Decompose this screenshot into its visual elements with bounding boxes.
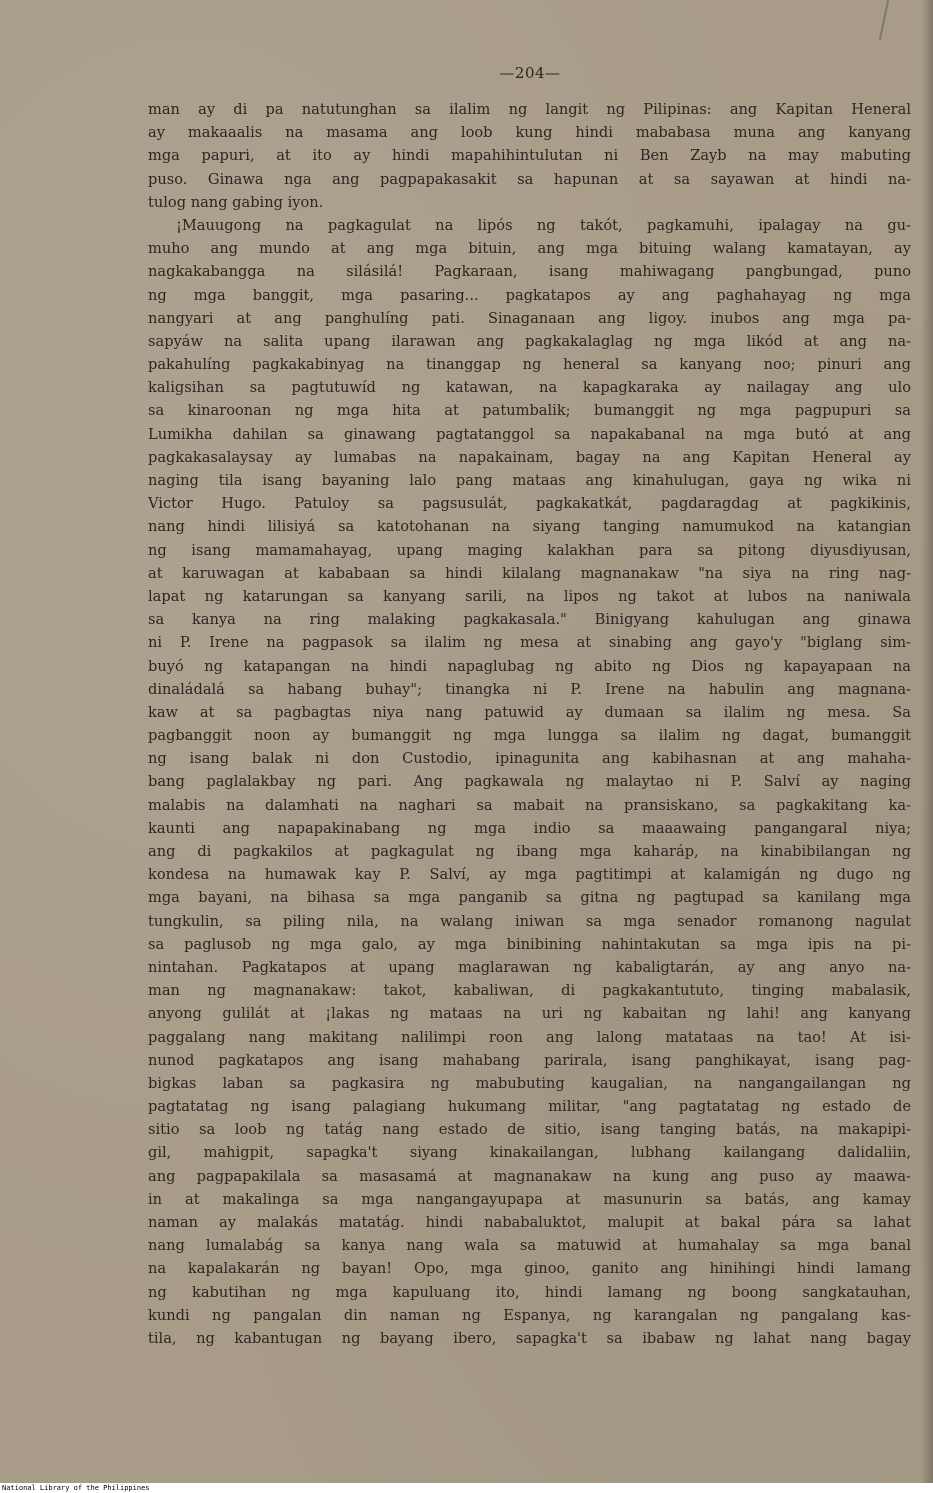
text-line: bigkas laban sa pagkasira ng mabubuting kaugalian, na nangangailangan ng <box>148 1074 911 1092</box>
text-line: ng isang balak ni don Custodio, ipinagunita ang kabihasnan at ang mahaha- <box>148 750 911 768</box>
text-line: ng kabutihan ng mga kapuluang ito, hindi lamang ng boong sangkatauhan, <box>148 1283 911 1301</box>
text-line: sa paglusob ng mga galo, ay mga binibining nahintakutan sa mga ipis na pi- <box>148 935 911 953</box>
text-line: puso. Ginawa nga ang pagpapakasakit sa hapunan at sa sayawan at hindi na- <box>148 170 911 188</box>
body-text <box>148 98 911 1350</box>
text-line: mga bayani, na bihasa sa mga panganib sa gitna ng pagtupad sa kanilang mga <box>148 889 911 907</box>
text-line: buyó ng katapangan na hindi napaglubag ng abito ng Dios ng kapayapaan na <box>148 657 911 675</box>
text-line: tila, ng kabantugan ng bayang ibero, sapagka't sa ibabaw ng lahat nang bagay <box>148 1329 911 1347</box>
text-line: kaligsihan sa pagtutuwíd ng katawan, na kapagkaraka ay nailagay ang ulo <box>148 379 911 397</box>
text-line: kaw at sa pagbagtas niya nang patuwid ay dumaan sa ilalim ng mesa. Sa <box>148 703 911 721</box>
text-line: ¡Mauugong na pagkagulat na lipós ng takót, pagkamuhi, ipalagay na gu- <box>176 216 911 234</box>
text-line: ay makaaalis na masama ang loob kung hindi mababasa muna ang kanyang <box>148 124 911 142</box>
text-line: man ay di pa natutunghan sa ilalim ng langit ng Pilipinas: ang Kapitan Heneral <box>148 101 911 118</box>
text-line: nangyari at ang panghulíng pati. Sinaganaan ang ligoy. inubos ang mga pa- <box>148 309 911 327</box>
text-line: nang lumalabág sa kanya nang wala sa matuwid at humahalay sa mga banal <box>148 1237 911 1255</box>
text-line: sitio sa loob ng tatág nang estado de sitio, isang tanging batás, na makapipi- <box>148 1121 911 1139</box>
text-line: pagkakasalaysay ay lumabas na napakainam, bagay na ang Kapitan Heneral ay <box>148 448 911 466</box>
text-line: nintahan. Pagkatapos at upang maglarawan ng kabaligtarán, ay ang anyo na- <box>148 958 911 976</box>
corner-pen-mark <box>879 0 889 40</box>
text-line: kundi ng pangalan din naman ng Espanya, ng karangalan ng pangalang kas- <box>148 1306 911 1324</box>
text-line: nang hindi lilisiyá sa katotohanan na siyang tanging namumukod na katangian <box>148 518 911 536</box>
text-line: Lumikha dahilan sa ginawang pagtatanggol sa napakabanal na mga butó at ang <box>148 425 911 443</box>
text-line: nagkakabangga na silásilá! Pagkaraan, isang mahiwagang pangbungad, puno <box>148 263 911 281</box>
text-line: kaunti ang napapakinabang ng mga indio sa maaawaing pangangaral niya; <box>148 819 911 837</box>
page-number: —204— <box>499 64 561 82</box>
text-line: kondesa na humawak kay P. Salví, ay mga pagtitimpi at kalamigán ng dugo ng <box>148 866 911 884</box>
text-line: pagtatatag ng isang palagiang hukumang militar, "ang pagtatatag ng estado de <box>148 1098 911 1116</box>
text-line: pagbanggit noon ay bumanggit ng mga lungga sa ilalim ng dagat, bumanggit <box>148 727 911 745</box>
text-line: naging tila isang bayaning lalo pang mataas ang kinahulugan, gaya ng wika ni <box>148 472 911 489</box>
page-edge-shadow <box>921 0 933 1483</box>
text-line: tulog nang gabing iyon. <box>148 193 324 211</box>
text-line: in at makalinga sa mga nangangayupapa at masunurin sa batás, ang kamay <box>148 1190 911 1208</box>
text-line: na kapalakarán ng bayan! Opo, mga ginoo, ganito ang hinihingi hindi lamang <box>148 1260 911 1278</box>
text-line: paggalang nang makitang nalilimpi roon ang lalong matataas na tao! At isi- <box>148 1028 911 1046</box>
text-line: muho ang mundo at ang mga bituin, ang mga bituing walang kamatayan, ay <box>148 240 911 258</box>
text-line: ng mga banggit, mga pasaring... pagkatapos ay ang paghahayag ng mga <box>148 286 911 304</box>
footer-credit: National Library of the Philippines <box>2 1484 150 1492</box>
text-line: lapat ng katarungan sa kanyang sarili, na lipos ng takot at lubos na naniwala <box>148 587 911 605</box>
text-line: ang pagpapakilala sa masasamá at magnanakaw na kung ang puso ay maawa- <box>148 1167 911 1185</box>
text-line: pakahulíng pagkakabinyag na tinanggap ng heneral sa kanyang noo; pinuri ang <box>148 356 911 374</box>
text-line: tungkulin, sa piling nila, na walang iniwan sa mga senador romanong nagulat <box>148 912 911 930</box>
text-line: bang paglalakbay ng pari. Ang pagkawala ng malaytao ni P. Salví ay naging <box>148 773 911 791</box>
text-line: at karuwagan at kababaan sa hindi kilalang magnanakaw "na siya na ring nag- <box>148 564 911 582</box>
text-line: sa kinaroonan ng mga hita at patumbalik; bumanggit ng mga pagpupuri sa <box>148 402 911 420</box>
text-line: dinaládalá sa habang buhay"; tinangka ni P. Irene na habulin ang magnana- <box>148 680 911 698</box>
text-line: naman ay malakás matatág. hindi nababaluktot, malupit at bakal pára sa lahat <box>148 1214 911 1231</box>
text-line: nunod pagkatapos ang isang mahabang parirala, isang panghikayat, isang pag- <box>148 1051 911 1069</box>
text-line: sapyáw na salita upang ilarawan ang pagkakalaglag ng mga likód at ang na- <box>148 332 911 350</box>
text-line: gil, mahigpit, sapagka't siyang kinakailangan, lubhang kailangang dalidaliin, <box>148 1144 911 1162</box>
text-line: ng isang mamamahayag, upang maging kalakhan para sa pitong diyusdiyusan, <box>148 541 911 559</box>
text-line: ni P. Irene na pagpasok sa ilalim ng mesa at sinabing ang gayo'y "biglang sim- <box>148 634 911 652</box>
text-line: Victor Hugo. Patuloy sa pagsusulát, pagkakatkát, pagdaragdag at pagkikinis, <box>148 495 911 513</box>
text-line: ang di pagkakilos at pagkagulat ng ibang mga kaharáp, na kinabibilangan ng <box>148 843 911 860</box>
text-line: sa kanya na ring malaking pagkakasala." Binigyang kahulugan ang ginawa <box>148 611 911 629</box>
text-line: anyong gulilát at ¡lakas ng mataas na uri ng kabaitan ng lahi! ang kanyang <box>148 1005 911 1023</box>
text-line: mga papuri, at ito ay hindi mapahihintulutan ni Ben Zayb na may mabuting <box>148 147 911 165</box>
text-line: man ng magnanakaw: takot, kabaliwan, di pagkakantututo, tinging mabalasik, <box>148 982 911 1000</box>
text-line: malabis na dalamhati na naghari sa mabait na pransiskano, sa pagkakitang ka- <box>148 796 911 814</box>
